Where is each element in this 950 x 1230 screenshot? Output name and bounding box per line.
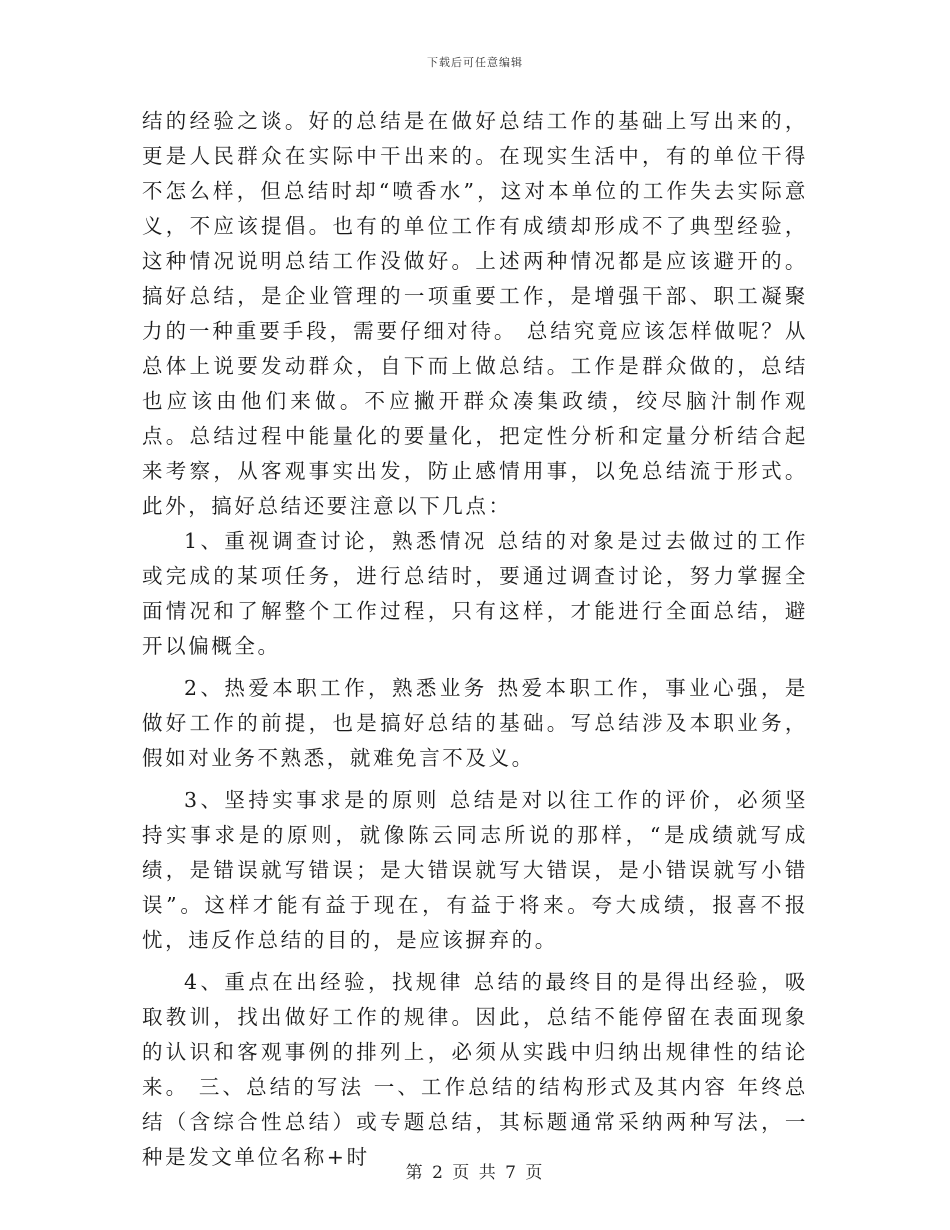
paragraph-point-1: 1、重视调查讨论，熟悉情况 总结的对象是过去做过的工作或完成的某项任务，进行总结时，要通过调查讨论，努力掌握全面情况和了解整个工作过程，只有这样，才能进行全面总结，避开以偏概全。 xyxy=(142,529,808,658)
paragraph-point-2: 2、热爱本职工作，熟悉业务 热爱本职工作，事业心强，是做好工作的前提，也是搞好总结的基础。写总结涉及本职业务，假如对业务不熟悉，就难免言不及义。 xyxy=(142,676,808,770)
paragraph-point-3: 3、坚持实事求是的原则 总结是对以往工作的评价，必须坚持实事求是的原则，就像陈云同志所说的那样，“是成绩就写成绩，是错误就写错误；是大错误就写大错误，是小错误就写小错误”。这样才能有益于现在，有益于将来。夸大成绩，报喜不报忧，违反作总结的目的，是应该摒弃的。 xyxy=(142,788,808,952)
page-number: 第 2 页 共 7 页 xyxy=(405,1163,545,1183)
paragraph-intro: 结的经验之谈。好的总结是在做好总结工作的基础上写出来的，更是人民群众在实际中干出来的。在现实生活中，有的单位干得不怎么样，但总结时却“喷香水”，这对本单位的工作失去实际意义，不应该提倡。也有的单位工作有成绩却形成不了典型经验，这种情况说明总结工作没做好。上述两种情况都是应该避开的。搞好总结，是企业管理的一项重要工作，是增强干部、职工凝聚力的一种重要手段，需要仔细对待。 总结究竟应该怎样做呢？从总体上说要发动群众，自下而上做总结。工作是群众做的，总结也应该由他们来做。不应撇开群众凑集政绩，绞尽脑汁制作观点。总结过程中能量化的要量化，把定性分析和定量分析结合起来考察，从客观事实出发，防止感情用事，以免总结流于形式。 此外，搞好总结还要注意以下几点： xyxy=(142,109,808,518)
paragraph-point-4: 4、重点在出经验，找规律 总结的最终目的是得出经验，吸取教训，找出做好工作的规律。因此，总结不能停留在表面现象的认识和客观事例的排列上，必须从实践中归纳出规律性的结论来。 三、总结的写法 一、工作总结的结构形式及其内容 年终总结（含综合性总结）或专题总结，其标题通常采纳两种写法，一种是发文单位名称+时 xyxy=(142,970,808,1169)
document-body xyxy=(142,104,808,1175)
page-header: 下载后可任意编辑 xyxy=(427,56,523,69)
